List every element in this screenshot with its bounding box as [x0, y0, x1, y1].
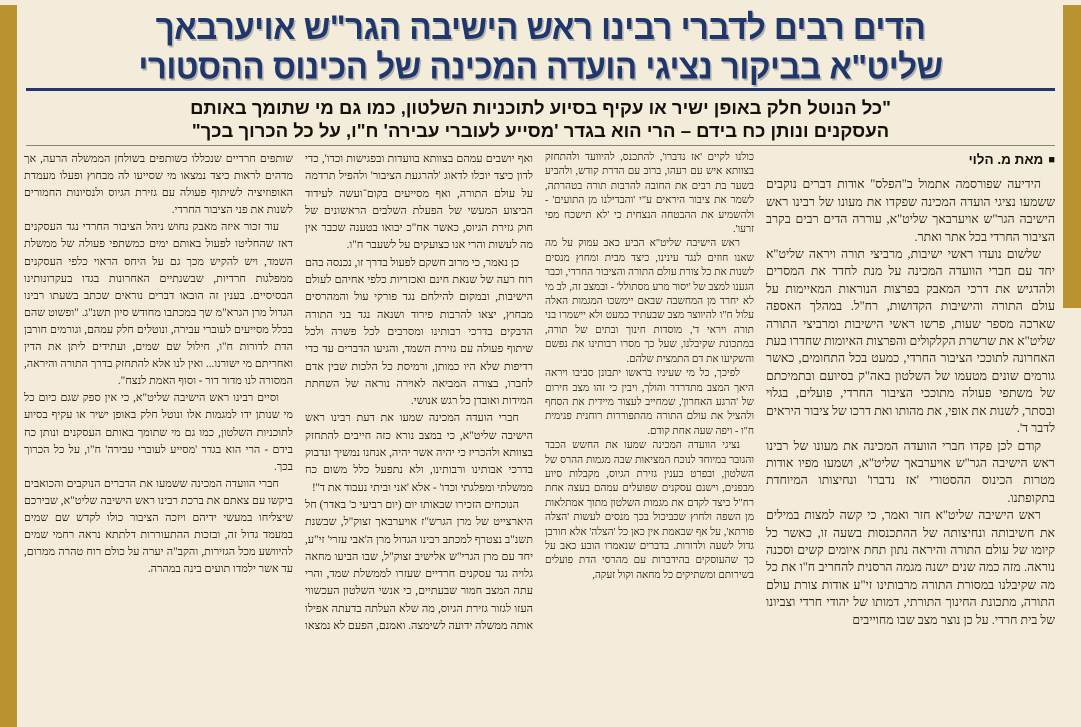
- byline-text: מאת מ. הלוי: [968, 152, 1044, 167]
- article-paragraph: כן נאמר, כי מרוב חשקם לפעול בדרך זו, נכנסה בהם רוח רעה של שנאת חינם ואכזריות כלפי אחיהם לעולם הישיבות, ובמקום להילחם נגד פורקי עול והמהרסים מבחוץ, יצאו להרבות פירוד ושנאה נגד בני התורה הדבקים בדרכי רבותינו ומסרבים לכל פשרה ולכל שיתוף פעולה עם גזירת השמד, והגיעו הדברים עד כדי רדיפות שלא היו כמותן, ורמיסת כל הלכות שבין אדם לחברו, בצורה המביאה לאוירה נוראה של השחתת המידות ואובדן כל רגש אנושי.: [305, 256, 533, 408]
- byline-square-bullet: ■: [1048, 154, 1055, 166]
- article-headline: [30, 8, 1051, 87]
- article-column-2: [545, 151, 754, 727]
- right-gold-bar: [1063, 5, 1081, 308]
- article-paragraph: הנוכחים הזכירו שבאותו יום (יום רביעי כ' באדר) חל היארצייט של מרן הגרש"ז אויערבאך זצוק"ל, שבשנת תשנ"ב נצטרף למכתב רבינו הגדול מרן ה'אבי עזרי' זי"ע, יחד עם מרן הגרי"ש אלישיב זצוק"ל, שבו הביעו מחאה גלויה נגד עסקנים חרדיים שעזרו לממשלת שמד, והרי עתה המצב חמור שבעתיים, כי אנשי השלטון העכשווי העזו לגזור גזירת הגיוס, מה שלא העלתה בדעתה אפילו אותה ממשלה ידועה לשימצה. ואמנם, הפעם לא נמצאו: [305, 498, 533, 633]
- headline-divider-rule: [26, 88, 1055, 91]
- article-column-3: [305, 151, 533, 727]
- byline: [766, 151, 1055, 170]
- left-gold-bar: [0, 5, 17, 727]
- article-paragraph: ראש הישיבה שליט"א הביע כאב עמוק על מה שאנו חוזים לנגד עינינו, כיצד מבית ומחוץ מנסים לשנות את כל צורת עולם התורה והציבור החרדי, וכבר הגענו למצב של 'יסור מרע מסתולל' - ובמצב זה, לב מי לא יחרד מן המחשבה שבאם יימשכו המגמות האלה עלול ח"ו להיווצר מצב שבעתיד כמעט ולא יישמרו בני תורה ויראי ד', מוסדות חינוך ובתים של תורה, במתכונת שקיבלנו, שעל כך מסרו רבותינו את נפשם והשקיעו את דם התמצית שלהם.: [545, 238, 754, 365]
- article-paragraph: לפיכך, כל מי שעיניו בראשו יתבונן סביבו ויראה היאך המצב מתדרדר והולך, ויבין כי זהו מצב חירום של 'הרגע האחרון', שמחייב לעצור מיידית את הסחף ולהציל את עולם התורה מהתפוררות רוחנית פנימית ח"ו - ויפה שעה אחת קודם.: [545, 368, 754, 437]
- article-paragraph: קודם לכן פקדו חברי הוועדה המכינה את מעונו של רבינו ראש הישיבה הגר"ש אויערבאך שליט"א, ושמעו מפיו אודות מטרות הכינוס ההסטורי 'אז נדברו' ונחיצותו המיוחדת בתקופתנו.: [766, 438, 1055, 505]
- subheadline-divider-rule: [26, 145, 1055, 146]
- article-paragraph: חברי הועדה המכינה שמעו את דעת רבינו ראש הישיבה שליט"א, כי במצב נורא כזה חייבים להתחזק בצוותא ולהכריז כי יהיה אשר יהיה, אנחנו נמשיך ונדבוק בדרכי אבותינו ורבותינו, ולא נתפעל כלל משום כח ממשלתי ומפלגתי וכדו' - אלא 'אני וביתי נעבוד את ד''!: [305, 412, 533, 494]
- subheadline-line-2: העסקנים ונותן כח בידם – הרי הוא בגדר 'מסייע לעוברי עבירה' ח"ו, על כל הכרוך בכך": [191, 120, 890, 141]
- article-column-1: [766, 151, 1055, 727]
- article-paragraph: ואף יושבים עמהם בצוותא בוועדות ובפגישות וכדו', כדי לדון כיצד יוכלו לדאוג 'להרגעת הציבור' ולהפיל תרדמה על עולם התורה, ואף מסייעים בקום־ועשה לעידוד הביצוע המעשי של הפעלת השלבים הראשונים של חוק גזירת הגיוס, כאשר אח"כ יבואו בטענה שכבר אין מה לעשות והרי אנו כצועקים על לשעבר ח"ו.: [305, 153, 533, 252]
- article-paragraph: ראש הישיבה שליט"א חזר ואמר, כי קשה למצות במילים את חשיבותה ונחיצותה של ההתכנסות בשעה זו, כאשר כל קיומו של עולם התורה והיראה נתון תחת איומים קשים וסכנה נוראה. מזה כמה שנים ישנה מגמה הרסנית להחריב ח"ו את כל מה שקיבלנו במסורת התורה מרבותינו זי"ע אודות צורת עולם התורה, מתכונת החינוך התורתי, דמותו של יהודי חרדי וצביונו של בית חרדי. על כן נוצר מצב שבו מחוייבים: [766, 508, 1055, 627]
- article-paragraph: חברי הוועדה המכינה ששמעו את הדברים הנוקבים והכואבים ביקשו עם צאתם את ברכת רבינו ראש הישיבה שליט"א, שבירכם שיצליחו במעשי ידיהם ויזכה הציבור כולו לקדש שם שמים במעמד גדול זה, ובזכות ההתעוררות דלתתא נראה רחמי שמים להיוושע מכל הגזירות, והקב"ה יערה על כולם רוח טהרה ממרום, עד אשר ילמדו תועים בינה במהרה.: [24, 477, 293, 576]
- article-paragraph: וסיים רבינו ראש הישיבה שליט"א, כי אין ספק שגם כיום כל מי שנותן ידו למגמות אלו ונוטל חלק באופן ישיר או עקיף בסיוע לתוכניות השלטון, כמו גם מי שתומך באותם העסקנים ונותן כח בידם - הרי הוא בגדר 'מסייע לעוברי עבירה' ח"ו, על כל הכרוך בכך.: [24, 392, 293, 473]
- article-paragraph: שלשום נועדו ראשי ישיבות, מרביצי תורה ויראה שליט"א יחד עם חברי הוועדה המכינה על מנת לחדד את המסרים ולהדגיש את דרכי המאבק בפרצות הנוראות המאיימות על עולם התורה והישיבות הקדושות, רח"ל. במהלך האספה שארכה מספר שעות, פרשו ראשי הישיבות ומרביצי התורה שליט"א את שרשרת הקלקולים והפרצות האיומות שחדרו בעת האחרונה לתוככי הציבור החרדי, כמעט בכל התחומים, כאשר גורמים שונים מטעמו של השלטון באה"ק בסיועם ובתמיכתם של משתפי פעולה מתוככי הציבור החרדי, פועלים, בגלוי ובסתר, לשנות את אופי, את מהותו ואת דרכו של ציבור היראים לדבר ד'.: [766, 247, 1055, 436]
- article-paragraph: הידיעה שפורסמה אתמול ב"הפלס" אודות דברים נוקבים ששמעו נציגי הועדה המכינה שפקדו את מעונו של רבינו ראש הישיבה הגר"ש אויערבאך שליט"א, עוררה הדים רבים בקרב הציבור החרדי בכל אתר ואתר.: [766, 177, 1055, 244]
- article-column-4: [24, 151, 293, 727]
- article-body: [24, 151, 1055, 727]
- article-paragraph: שותפים חרדיים שנכללו כשותפים בשולחן הממשלה הרעה, אך מדהים לראות כיצד נמצאו מי שסייעו לה מבחוץ ופעלו מעמדת האופוזיציה לשיתוף פעולה עם גזירת הגיוס ולנסיונות החמורים לשנות את פני הציבור החרדי.: [24, 153, 293, 217]
- article-paragraph: כולנו לקיים 'אז נדברו', להתכנס, להיוועד ולהתחזק בצוותא איש עם רעהו, ברוב עם הדרת קודש, ולהביע בשער בת רבים את החובה להרבות תורה בטהרתה, לשמר את ציבור היראים ע"י 'והבדילנו מן התועים' - ולהשמיע את ההבטחה הנצחית כי 'לא תישכח מפי זרעו'.: [545, 152, 754, 236]
- headline-line-1: הדים רבים לדברי רבינו ראש הישיבה הגר"ש אויערבאך: [155, 8, 926, 47]
- headline-line-2: שליט"א בביקור נציגי הועדה המכינה של הכינוס ההסטורי: [138, 47, 943, 86]
- article-paragraph: נציגי הוועדה המכינה שמעו את החשש הכבד והגובר במיוחד לנוכח המציאות שבה מגמות ההרס של השלטון, ובפרט בענין גזירת הגיוס, מקבלות סיוע מבפנים, וישנם עסקנים שפועלים עמהם בעצה אחת רח"ל כיצד לקדם את מגמות השלטון מתוך אמתלאות מן השפה ולחוץ שכביכול בכך מנסים לעשות 'הצלה פורתא', על אף שבאמת אין כאן כל 'הצלה' אלא חורבן גדול לשעה ולדורות. בדברים שנאמרו הובע כאב על כך שהעוסקים בהידברות עם מהרסי הדת פועלים בשירותם ומשתיקים כל מחאה וקול זעקה,: [545, 440, 754, 581]
- subheadline-line-1: "כל הנוטל חלק באופן ישיר או עקיף בסיוע לתוכניות השלטון, כמו גם מי שתומך באותם: [190, 97, 891, 118]
- article-subheadline: [30, 96, 1051, 142]
- article-paragraph: עוד זכור איזה מאבק נחוש ניהל הציבור החרדי נגד העסקנים דאז שהחליטו לפעול באותם ימים כמשתפי פעולה של ממשלת השמד, ויש להקיש מכך גם על היחס הראוי כלפי העסקנים ממפלגות חרדיות, שבשנתיים האחרונות בגדו בעקרונותינו הבסיסיים. בענין זה הובאו דברים נוראים שכתב בשעתו רבינו הגדול מרן הגרא"מ שך במכתבו מחודש סיון תשנ"ג. "ופשוט שהם בכלל מסייעים לעוברי עבירה, ונוטלים חלק עמהם, וגורמים חורבן הדת לדורות ח"ו, חילול שם שמים, ועתידים ליתן את הדין ואחריתם מי ישורנו... ואין לנו אלא להתחזק בדרך התורה והיראה, המסורה לנו מדור דור - וסוף האמת לנצח".: [24, 221, 293, 388]
